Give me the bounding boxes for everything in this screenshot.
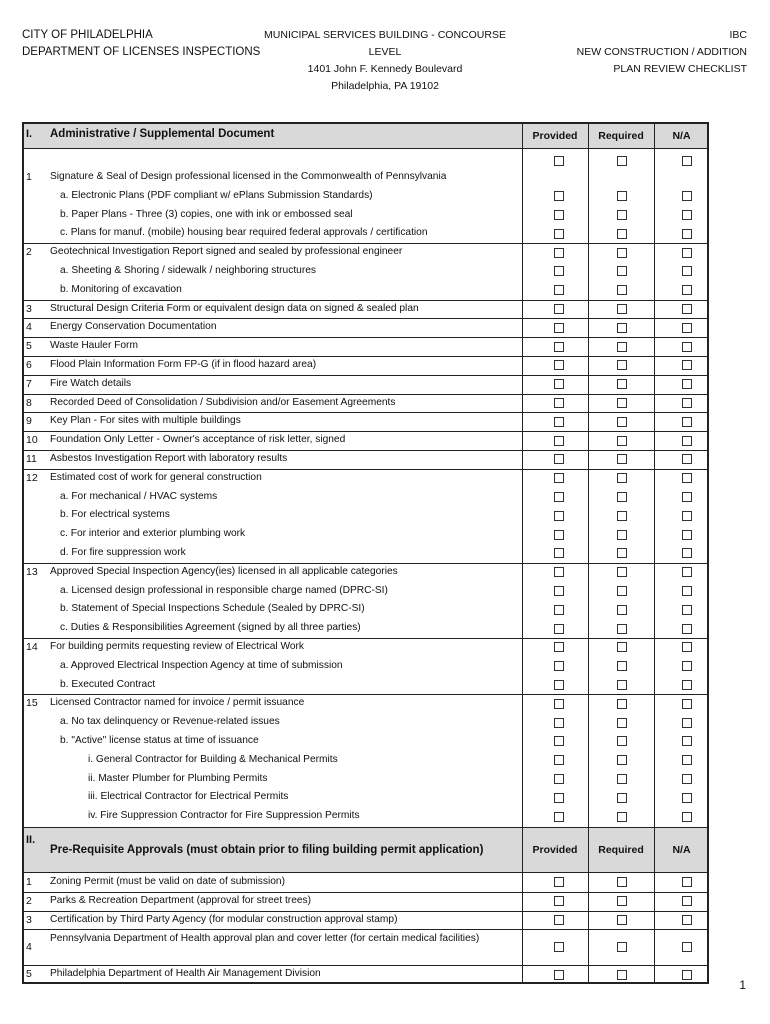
section-1-title: Administrative / Supplemental Document — [50, 128, 275, 140]
checklist-row — [24, 751, 707, 770]
checkbox-required[interactable] — [617, 379, 627, 389]
checkbox-provided[interactable] — [554, 793, 564, 803]
checkbox-na[interactable] — [682, 774, 692, 784]
checkbox-required[interactable] — [617, 642, 627, 652]
checkbox-required[interactable] — [617, 942, 627, 952]
checklist-row — [24, 657, 707, 676]
checkbox-required[interactable] — [617, 454, 627, 464]
checkbox-required[interactable] — [617, 473, 627, 483]
checkbox-required[interactable] — [617, 718, 627, 728]
checkbox-na[interactable] — [682, 896, 692, 906]
checkbox-provided[interactable] — [554, 605, 564, 615]
checklist-row — [24, 281, 707, 300]
checkbox-na[interactable] — [682, 699, 692, 709]
checklist-row — [24, 300, 707, 319]
checkbox-provided[interactable] — [554, 530, 564, 540]
checkbox-provided[interactable] — [554, 511, 564, 521]
checkbox-provided[interactable] — [554, 360, 564, 370]
checklist-row — [24, 206, 707, 225]
checkbox-na[interactable] — [682, 210, 692, 220]
checkbox-required[interactable] — [617, 624, 627, 634]
row-number: 9 — [26, 415, 32, 428]
row-divider — [24, 337, 707, 338]
checkbox-required[interactable] — [617, 156, 627, 166]
row-number: 3 — [26, 302, 32, 315]
checklist-row — [24, 525, 707, 544]
checkbox-required[interactable] — [617, 970, 627, 980]
checkbox-na[interactable] — [682, 156, 692, 166]
checkbox-provided[interactable] — [554, 229, 564, 239]
column-provided: Provided — [532, 130, 578, 142]
checklist-row — [24, 488, 707, 507]
row-number: 1 — [26, 171, 32, 183]
row-divider — [24, 563, 707, 564]
header-department: DEPARTMENT OF LICENSES INSPECTIONS — [22, 46, 261, 58]
checkbox-provided[interactable] — [554, 970, 564, 980]
row-number: 8 — [26, 396, 32, 409]
row-divider — [24, 469, 707, 470]
header-doc-title: PLAN REVIEW CHECKLIST — [613, 63, 747, 75]
checklist-row — [24, 450, 707, 469]
checkbox-provided[interactable] — [554, 896, 564, 906]
row-text: Structural Design Criteria Form or equivalent design data on signed & sealed plan — [50, 302, 419, 314]
checkbox-na[interactable] — [682, 718, 692, 728]
row-text: a. Sheeting & Shoring / sidewalk / neighboring structures — [60, 265, 316, 276]
checklist-row — [24, 732, 707, 751]
checkbox-required[interactable] — [617, 567, 627, 577]
checkbox-na[interactable] — [682, 642, 692, 652]
row-number: 13 — [26, 565, 38, 578]
row-divider — [24, 300, 707, 301]
checkbox-required[interactable] — [617, 774, 627, 784]
row-text: b. Statement of Special Inspections Schedule (Sealed by DPRC-SI) — [60, 603, 365, 615]
checkbox-provided[interactable] — [554, 699, 564, 709]
row-text: d. For fire suppression work — [60, 547, 186, 558]
row-divider — [24, 911, 707, 912]
checklist-row — [24, 619, 707, 638]
checklist-row — [24, 873, 707, 892]
row-text: b. Paper Plans - Three (3) copies, one with ink or embossed seal — [60, 208, 353, 220]
checkbox-provided[interactable] — [554, 156, 564, 166]
checkbox-required[interactable] — [617, 586, 627, 596]
row-divider — [24, 318, 707, 319]
page-number: 1 — [739, 978, 746, 992]
checkbox-provided[interactable] — [554, 755, 564, 765]
checkbox-na[interactable] — [682, 915, 692, 925]
checkbox-provided[interactable] — [554, 661, 564, 671]
checkbox-na[interactable] — [682, 398, 692, 408]
row-divider — [24, 375, 707, 376]
checklist-row — [24, 965, 707, 984]
row-text: Certification by Third Party Agency (for modular construction approval stamp) — [50, 913, 398, 925]
row-divider — [24, 431, 707, 432]
checkbox-na[interactable] — [682, 736, 692, 746]
checkbox-na[interactable] — [682, 624, 692, 634]
row-number: 6 — [26, 359, 32, 371]
header-center — [250, 27, 520, 95]
checklist-row — [24, 150, 707, 187]
row-text: iii. Electrical Contractor for Electrical Permits — [88, 791, 289, 803]
row-text: Pennsylvania Department of Health approval plan and cover letter (for certain medical facilities) — [50, 933, 480, 945]
row-number: 4 — [26, 941, 32, 954]
column-na: N/A — [672, 130, 691, 142]
section-1-number: I. — [26, 128, 33, 140]
row-number: 5 — [26, 340, 32, 353]
checkbox-provided[interactable] — [554, 567, 564, 577]
checkbox-provided[interactable] — [554, 586, 564, 596]
checkbox-na[interactable] — [682, 877, 692, 887]
row-text: b. Monitoring of excavation — [60, 283, 182, 295]
checkbox-provided[interactable] — [554, 877, 564, 887]
checkbox-required[interactable] — [617, 285, 627, 295]
checkbox-na[interactable] — [682, 605, 692, 615]
row-number: 15 — [26, 697, 38, 710]
header-building: MUNICIPAL SERVICES BUILDING - CONCOURSE LEVEL — [264, 29, 506, 58]
row-number: 3 — [26, 913, 32, 926]
row-text: iv. Fire Suppression Contractor for Fire Suppression Permits — [88, 810, 360, 822]
checkbox-provided[interactable] — [554, 398, 564, 408]
header-street: 1401 John F. Kennedy Boulevard — [307, 63, 463, 75]
row-number: 10 — [26, 434, 38, 447]
section-2-title: Pre-Requisite Approvals (must obtain prior to filing building permit application) — [50, 844, 484, 856]
checkbox-provided[interactable] — [554, 266, 564, 276]
row-text: a. Licensed design professional in responsible charge named (DPRC-SI) — [60, 584, 388, 596]
row-text: a. Electronic Plans (PDF compliant w/ ePlans Submission Standards) — [60, 189, 373, 201]
checkbox-required[interactable] — [617, 417, 627, 427]
row-text: Asbestos Investigation Report with laboratory results — [50, 453, 288, 464]
checkbox-provided[interactable] — [554, 774, 564, 784]
checkbox-required[interactable] — [617, 548, 627, 558]
row-divider — [24, 243, 707, 244]
checklist-row — [24, 243, 707, 262]
column-divider — [522, 124, 523, 984]
row-text: ii. Master Plumber for Plumbing Permits — [88, 772, 268, 784]
checklist-row — [24, 224, 707, 243]
checkbox-na[interactable] — [682, 454, 692, 464]
column-required: Required — [598, 130, 644, 142]
checkbox-required[interactable] — [617, 605, 627, 615]
checkbox-provided[interactable] — [554, 304, 564, 314]
checkbox-na[interactable] — [682, 942, 692, 952]
checkbox-na[interactable] — [682, 793, 692, 803]
header-right — [577, 27, 747, 78]
checkbox-na[interactable] — [682, 586, 692, 596]
row-divider — [24, 450, 707, 451]
checkbox-provided[interactable] — [554, 417, 564, 427]
checkbox-na[interactable] — [682, 970, 692, 980]
checkbox-na[interactable] — [682, 323, 692, 333]
checkbox-required[interactable] — [617, 210, 627, 220]
checkbox-provided[interactable] — [554, 454, 564, 464]
checklist-row — [24, 375, 707, 394]
column-provided-2: Provided — [532, 844, 578, 856]
checkbox-na[interactable] — [682, 511, 692, 521]
row-text: Recorded Deed of Consolidation / Subdivision and/or Easement Agreements — [50, 396, 396, 408]
row-number: 5 — [26, 968, 32, 981]
header-city-zip: Philadelphia, PA 19102 — [331, 80, 439, 92]
checkbox-provided[interactable] — [554, 812, 564, 822]
checkbox-required[interactable] — [617, 492, 627, 502]
row-text: Philadelphia Department of Health Air Management Division — [50, 968, 321, 980]
checklist-row — [24, 807, 707, 826]
checklist-row — [24, 676, 707, 695]
row-text: Flood Plain Information Form FP-G (if in flood hazard area) — [50, 359, 317, 370]
checkbox-provided[interactable] — [554, 736, 564, 746]
checkbox-na[interactable] — [682, 473, 692, 483]
checklist-row — [24, 713, 707, 732]
row-divider — [24, 356, 707, 357]
checkbox-required[interactable] — [617, 877, 627, 887]
row-text: c. Duties & Responsibilities Agreement (signed by all three parties) — [60, 622, 361, 634]
row-text: Signature & Seal of Design professional licensed in the Commonwealth of Pennsylvania — [50, 171, 447, 182]
row-divider — [24, 638, 707, 639]
checkbox-provided[interactable] — [554, 624, 564, 634]
row-divider — [24, 965, 707, 966]
section-2-header — [24, 827, 707, 873]
checkbox-required[interactable] — [617, 248, 627, 258]
row-number: 11 — [26, 453, 37, 465]
row-number: 2 — [26, 894, 32, 907]
checkbox-na[interactable] — [682, 567, 692, 577]
checkbox-na[interactable] — [682, 285, 692, 295]
checkbox-provided[interactable] — [554, 285, 564, 295]
checkbox-provided[interactable] — [554, 718, 564, 728]
column-divider — [588, 124, 589, 984]
checkbox-na[interactable] — [682, 812, 692, 822]
row-divider — [24, 929, 707, 930]
column-divider — [654, 124, 655, 984]
row-number: 4 — [26, 321, 32, 334]
section-2-number: II. — [26, 834, 36, 846]
checklist-row — [24, 394, 707, 413]
checkbox-na[interactable] — [682, 492, 692, 502]
checkbox-provided[interactable] — [554, 915, 564, 925]
checkbox-na[interactable] — [682, 417, 692, 427]
row-text: c. For interior and exterior plumbing work — [60, 528, 246, 540]
checkbox-na[interactable] — [682, 661, 692, 671]
checkbox-provided[interactable] — [554, 342, 564, 352]
checklist-row — [24, 469, 707, 488]
row-number: 1 — [26, 876, 32, 888]
checkbox-provided[interactable] — [554, 191, 564, 201]
checkbox-required[interactable] — [617, 342, 627, 352]
section-1-header — [24, 124, 707, 149]
checklist-row — [24, 600, 707, 619]
checkbox-na[interactable] — [682, 248, 692, 258]
row-text: Parks & Recreation Department (approval for street trees) — [50, 894, 312, 906]
checkbox-na[interactable] — [682, 436, 692, 446]
row-number: 14 — [26, 641, 38, 653]
row-text: Energy Conservation Documentation — [50, 321, 217, 333]
checkbox-required[interactable] — [617, 436, 627, 446]
checklist-row — [24, 187, 707, 206]
checkbox-na[interactable] — [682, 191, 692, 201]
checkbox-provided[interactable] — [554, 642, 564, 652]
checkbox-required[interactable] — [617, 323, 627, 333]
checklist-row — [24, 770, 707, 789]
checklist-row — [24, 929, 707, 965]
checkbox-na[interactable] — [682, 342, 692, 352]
header-city: CITY OF PHILADELPHIA — [22, 29, 153, 41]
checkbox-provided[interactable] — [554, 548, 564, 558]
checkbox-required[interactable] — [617, 360, 627, 370]
checklist-row — [24, 911, 707, 930]
checklist-row — [24, 892, 707, 911]
checkbox-required[interactable] — [617, 530, 627, 540]
checkbox-na[interactable] — [682, 266, 692, 276]
row-text: Approved Special Inspection Agency(ies) licensed in all applicable categories — [50, 565, 398, 577]
row-text: a. Approved Electrical Inspection Agency at time of submission — [60, 659, 343, 671]
checklist-row — [24, 318, 707, 337]
checklist-row — [24, 563, 707, 582]
checkbox-provided[interactable] — [554, 436, 564, 446]
checkbox-provided[interactable] — [554, 248, 564, 258]
row-text: Geotechnical Investigation Report signed and sealed by professional engineer — [50, 246, 403, 258]
checkbox-provided[interactable] — [554, 942, 564, 952]
row-text: b. Executed Contract — [60, 678, 156, 690]
checkbox-na[interactable] — [682, 360, 692, 370]
header-type: NEW CONSTRUCTION / ADDITION — [576, 46, 747, 58]
row-text: Zoning Permit (must be valid on date of submission) — [50, 876, 285, 887]
checklist-row — [24, 412, 707, 431]
row-text: For building permits requesting review of Electrical Work — [50, 641, 305, 652]
checkbox-required[interactable] — [617, 699, 627, 709]
checkbox-required[interactable] — [617, 304, 627, 314]
checkbox-required[interactable] — [617, 736, 627, 746]
checkbox-required[interactable] — [617, 755, 627, 765]
checklist-row — [24, 788, 707, 807]
row-number: 2 — [26, 246, 32, 259]
checkbox-required[interactable] — [617, 229, 627, 239]
checkbox-required[interactable] — [617, 661, 627, 671]
checkbox-required[interactable] — [617, 793, 627, 803]
row-text: b. For electrical systems — [60, 509, 170, 521]
checkbox-provided[interactable] — [554, 680, 564, 690]
checkbox-required[interactable] — [617, 915, 627, 925]
row-text: b. "Active" license status at time of issuance — [60, 735, 259, 746]
checklist-row — [24, 337, 707, 356]
checkbox-na[interactable] — [682, 229, 692, 239]
checklist-table — [22, 122, 709, 984]
checklist-row — [24, 694, 707, 713]
checklist-row — [24, 262, 707, 281]
checkbox-required[interactable] — [617, 896, 627, 906]
checkbox-na[interactable] — [682, 530, 692, 540]
row-text: Licensed Contractor named for invoice / permit issuance — [50, 697, 305, 709]
checklist-row — [24, 544, 707, 563]
checkbox-na[interactable] — [682, 755, 692, 765]
header-left — [22, 27, 260, 61]
row-text: c. Plans for manuf. (mobile) housing bear required federal approvals / certification — [60, 227, 428, 239]
row-text: a. No tax delinquency or Revenue-related issues — [60, 716, 280, 728]
row-divider — [24, 412, 707, 413]
checklist-row — [24, 356, 707, 375]
checkbox-na[interactable] — [682, 304, 692, 314]
row-number: 7 — [26, 377, 32, 390]
checkbox-required[interactable] — [617, 398, 627, 408]
row-text: Estimated cost of work for general construction — [50, 471, 262, 483]
row-divider — [24, 694, 707, 695]
row-text: a. For mechanical / HVAC systems — [60, 490, 218, 502]
checkbox-required[interactable] — [617, 680, 627, 690]
checkbox-provided[interactable] — [554, 473, 564, 483]
row-divider — [24, 394, 707, 395]
row-text: Fire Watch details — [50, 377, 132, 389]
checkbox-na[interactable] — [682, 680, 692, 690]
column-na-2: N/A — [672, 844, 691, 856]
row-text: Foundation Only Letter - Owner's acceptance of risk letter, signed — [50, 434, 346, 446]
checkbox-na[interactable] — [682, 548, 692, 558]
row-number: 12 — [26, 471, 38, 484]
checkbox-provided[interactable] — [554, 210, 564, 220]
checkbox-required[interactable] — [617, 266, 627, 276]
checklist-row — [24, 582, 707, 601]
checkbox-required[interactable] — [617, 812, 627, 822]
checkbox-required[interactable] — [617, 191, 627, 201]
row-text: Waste Hauler Form — [50, 340, 138, 352]
checkbox-required[interactable] — [617, 511, 627, 521]
column-required-2: Required — [598, 844, 644, 856]
checkbox-provided[interactable] — [554, 323, 564, 333]
checklist-row — [24, 506, 707, 525]
header-code: IBC — [729, 29, 747, 41]
row-text: Key Plan - For sites with multiple buildings — [50, 415, 241, 427]
checklist-row — [24, 431, 707, 450]
row-text: i. General Contractor for Building & Mechanical Permits — [88, 753, 338, 765]
checkbox-na[interactable] — [682, 379, 692, 389]
checklist-row — [24, 638, 707, 657]
checkbox-provided[interactable] — [554, 379, 564, 389]
row-divider — [24, 892, 707, 893]
checkbox-provided[interactable] — [554, 492, 564, 502]
